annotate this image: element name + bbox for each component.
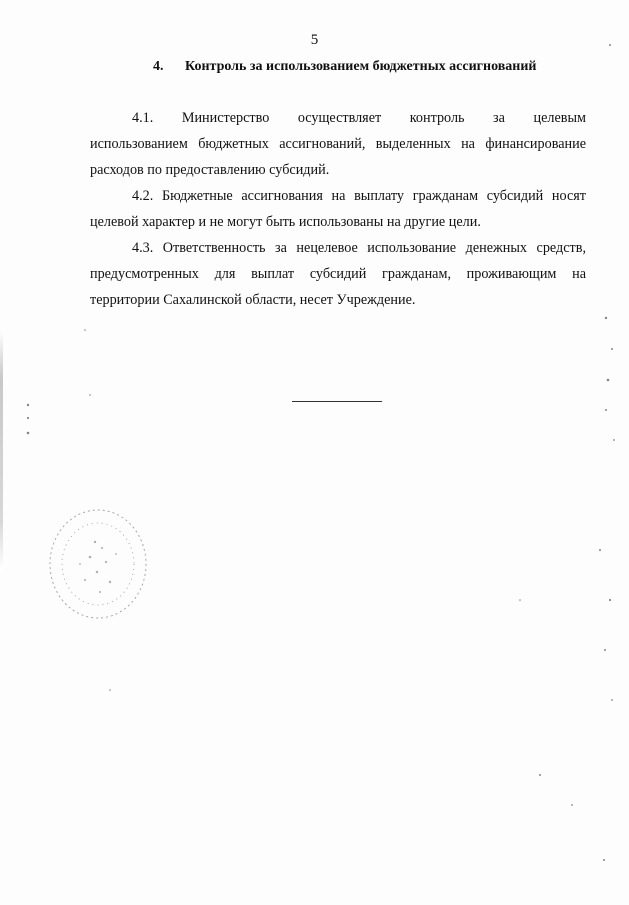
paragraph-line: использованием бюджетных ассигнований, выделенных на финансирование — [90, 136, 586, 152]
section-number: 4. — [153, 59, 164, 74]
paragraph-line: предусмотренных для выплат субсидий гражданам, проживающим на — [90, 266, 586, 282]
paragraph-line: расходов по предоставлению субсидий. — [90, 162, 330, 178]
section-title: Контроль за использованием бюджетных ассигнований — [185, 59, 537, 74]
paragraph-line: целевой характер и не могут быть использованы на другие цели. — [90, 214, 481, 230]
paragraph-line: 4.2. Бюджетные ассигнования на выплату гражданам субсидий носят — [132, 188, 586, 204]
paragraph-line: территории Сахалинской области, несет Учреждение. — [90, 292, 416, 308]
page-number: 5 — [310, 32, 319, 48]
paragraph-line: 4.3. Ответственность за нецелевое использование денежных средств, — [132, 240, 586, 256]
paragraph-line: 4.1. Министерство осуществляет контроль за целевым — [132, 110, 586, 126]
